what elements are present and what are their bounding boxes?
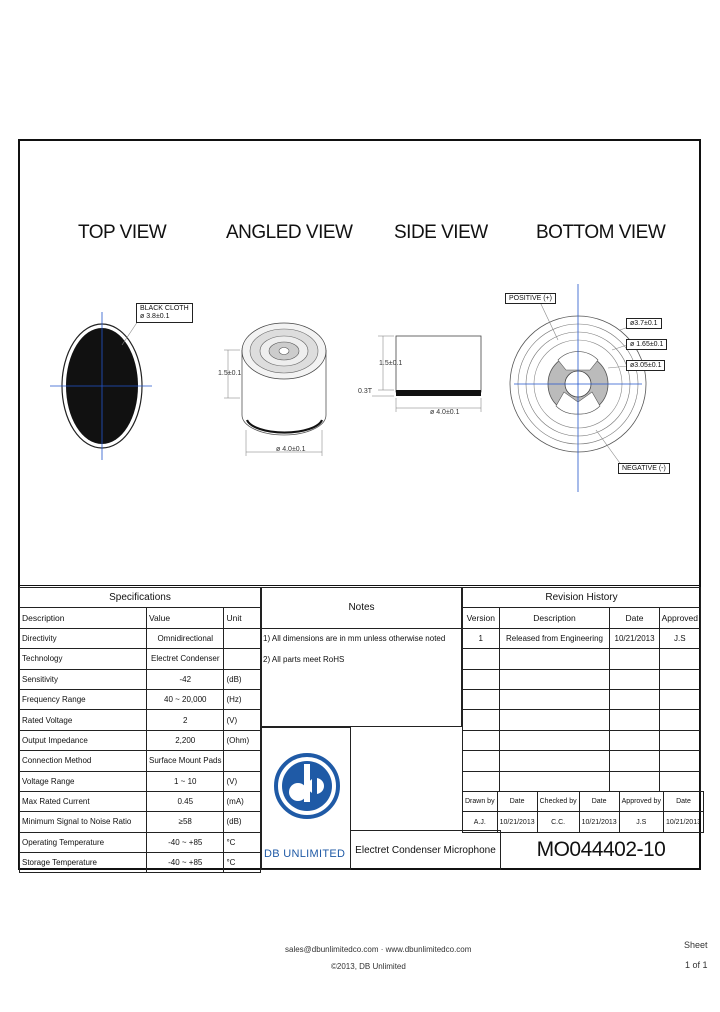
spec-desc: Output Impedance <box>20 730 147 750</box>
top-view-drawing <box>50 312 152 460</box>
table-row <box>463 771 701 791</box>
note-item: 2) All parts meet RoHS <box>263 655 345 664</box>
table-row <box>20 628 261 648</box>
spec-unit: (V) <box>224 771 261 791</box>
side-view-title: SIDE VIEW <box>394 222 488 243</box>
spec-desc: Minimum Signal to Noise Ratio <box>20 812 147 832</box>
spec-unit <box>224 751 261 771</box>
note-item: 1) All dimensions are in mm unless otherwise noted <box>263 634 446 643</box>
spec-value: 2 <box>147 710 224 730</box>
rev-date: 10/21/2013 <box>610 628 659 648</box>
table-row <box>20 710 261 730</box>
table-row <box>20 812 261 832</box>
specs-title: Specifications <box>20 588 261 608</box>
approval-header: Approved by <box>619 792 663 812</box>
spec-unit: (Ohm) <box>224 730 261 750</box>
spec-value: Surface Mount Pads <box>147 751 224 771</box>
spec-desc: Frequency Range <box>20 689 147 709</box>
side-height-dim: 1.5±0.1 <box>379 360 403 367</box>
part-number: MO044402-10 <box>536 838 666 861</box>
logo-block <box>261 727 351 870</box>
spec-desc: Voltage Range <box>20 771 147 791</box>
rev-header-date: Date <box>610 608 659 628</box>
spec-desc: Rated Voltage <box>20 710 147 730</box>
spec-desc: Technology <box>20 649 147 669</box>
table-row <box>463 689 701 709</box>
spec-unit: (dB) <box>224 812 261 832</box>
table-row <box>20 689 261 709</box>
specifications-table <box>19 587 261 873</box>
spec-value: Omnidirectional <box>147 628 224 648</box>
footer-copyright: ©2013, DB Unlimited <box>331 962 406 971</box>
table-row <box>463 669 701 689</box>
part-name: Electret Condenser Microphone <box>351 830 501 870</box>
approval-header: Checked by <box>537 792 579 812</box>
approval-header: Date <box>663 792 703 812</box>
spec-value: 2,200 <box>147 730 224 750</box>
sheet-label: Sheet <box>684 940 708 950</box>
notes-title: Notes <box>262 588 461 629</box>
bottom-dim-1: ø3.7±0.1 <box>626 318 662 329</box>
top-dia-text: ø 3.8±0.1 <box>140 313 170 320</box>
negative-label: NEGATIVE (-) <box>618 463 670 474</box>
approval-header: Drawn by <box>463 792 498 812</box>
rev-approved: J.S <box>659 628 700 648</box>
table-row <box>20 853 261 873</box>
table-row <box>20 791 261 811</box>
title-block-divider <box>18 585 701 586</box>
spec-unit <box>224 628 261 648</box>
spec-value: 0.45 <box>147 791 224 811</box>
approval-value: A.J. <box>463 812 498 832</box>
spec-desc: Max Rated Current <box>20 791 147 811</box>
angled-view-title: ANGLED VIEW <box>226 222 353 243</box>
table-row <box>20 649 261 669</box>
notes-block <box>261 587 462 727</box>
specs-header-unit: Unit <box>224 608 261 628</box>
approvals-table <box>462 791 704 833</box>
spec-unit: °C <box>224 832 261 852</box>
side-width-dim: ø 4.0±0.1 <box>430 409 460 416</box>
db-logo-icon <box>262 728 350 848</box>
top-cloth-text: BLACK CLOTH <box>140 305 189 312</box>
specs-header-description: Description <box>20 608 147 628</box>
spec-value: 40 ~ 20,000 <box>147 689 224 709</box>
approval-value: 10/21/2013 <box>579 812 619 832</box>
approval-value: C.C. <box>537 812 579 832</box>
spec-desc: Operating Temperature <box>20 832 147 852</box>
table-row <box>463 730 701 750</box>
spec-desc: Sensitivity <box>20 669 147 689</box>
angled-height-dim: 1.5±0.1 <box>218 370 242 377</box>
footer-contact: sales@dbunlimitedco.com · www.dbunlimitedco.com <box>285 945 472 954</box>
table-row <box>463 649 701 669</box>
approval-header: Date <box>579 792 619 812</box>
sheet-value: 1 of 1 <box>685 960 708 970</box>
rev-header-version: Version <box>463 608 500 628</box>
spec-unit: (V) <box>224 710 261 730</box>
logo-text: DB UNLIMITED <box>264 848 346 860</box>
spec-unit: °C <box>224 853 261 873</box>
bottom-dim-2: ø 1.65±0.1 <box>626 339 667 350</box>
spec-unit: (Hz) <box>224 689 261 709</box>
spec-value: -40 ~ +85 <box>147 853 224 873</box>
rev-header-approved: Approved <box>659 608 700 628</box>
approval-value: 10/21/2013 <box>497 812 537 832</box>
rev-header-description: Description <box>499 608 610 628</box>
spec-desc: Directivity <box>20 628 147 648</box>
specs-rows <box>20 628 261 873</box>
spec-value: ≥58 <box>147 812 224 832</box>
table-row <box>20 730 261 750</box>
rev-description: Released from Engineering <box>499 628 610 648</box>
table-row <box>463 710 701 730</box>
spec-value: -42 <box>147 669 224 689</box>
spec-value: Electret Condenser <box>147 649 224 669</box>
bottom-view-title: BOTTOM VIEW <box>536 222 666 243</box>
top-cloth-label <box>136 303 193 323</box>
table-row <box>20 669 261 689</box>
positive-label: POSITIVE (+) <box>505 293 556 304</box>
approval-header: Date <box>497 792 537 812</box>
spec-value: -40 ~ +85 <box>147 832 224 852</box>
revision-title: Revision History <box>463 588 701 608</box>
rev-version: 1 <box>463 628 500 648</box>
bottom-dim-3: ø3.05±0.1 <box>626 360 665 371</box>
side-view-drawing <box>372 336 481 412</box>
table-row <box>20 832 261 852</box>
spec-unit: (mA) <box>224 791 261 811</box>
spec-desc: Connection Method <box>20 751 147 771</box>
top-view-title: TOP VIEW <box>78 222 167 243</box>
spec-unit <box>224 649 261 669</box>
spec-unit: (dB) <box>224 669 261 689</box>
table-row <box>20 751 261 771</box>
bottom-view-drawing <box>510 284 646 492</box>
approval-value: 10/21/2013 <box>663 812 703 832</box>
specs-header-value: Value <box>147 608 224 628</box>
revision-history-table <box>462 587 701 792</box>
angled-view-drawing <box>224 323 326 456</box>
table-row <box>20 771 261 791</box>
spec-value: 1 ~ 10 <box>147 771 224 791</box>
table-row <box>463 628 701 648</box>
angled-width-dim: ø 4.0±0.1 <box>276 446 306 453</box>
side-thick-dim: 0.3T <box>358 388 373 395</box>
table-row <box>463 751 701 771</box>
spec-desc: Storage Temperature <box>20 853 147 873</box>
approval-value: J.S <box>619 812 663 832</box>
